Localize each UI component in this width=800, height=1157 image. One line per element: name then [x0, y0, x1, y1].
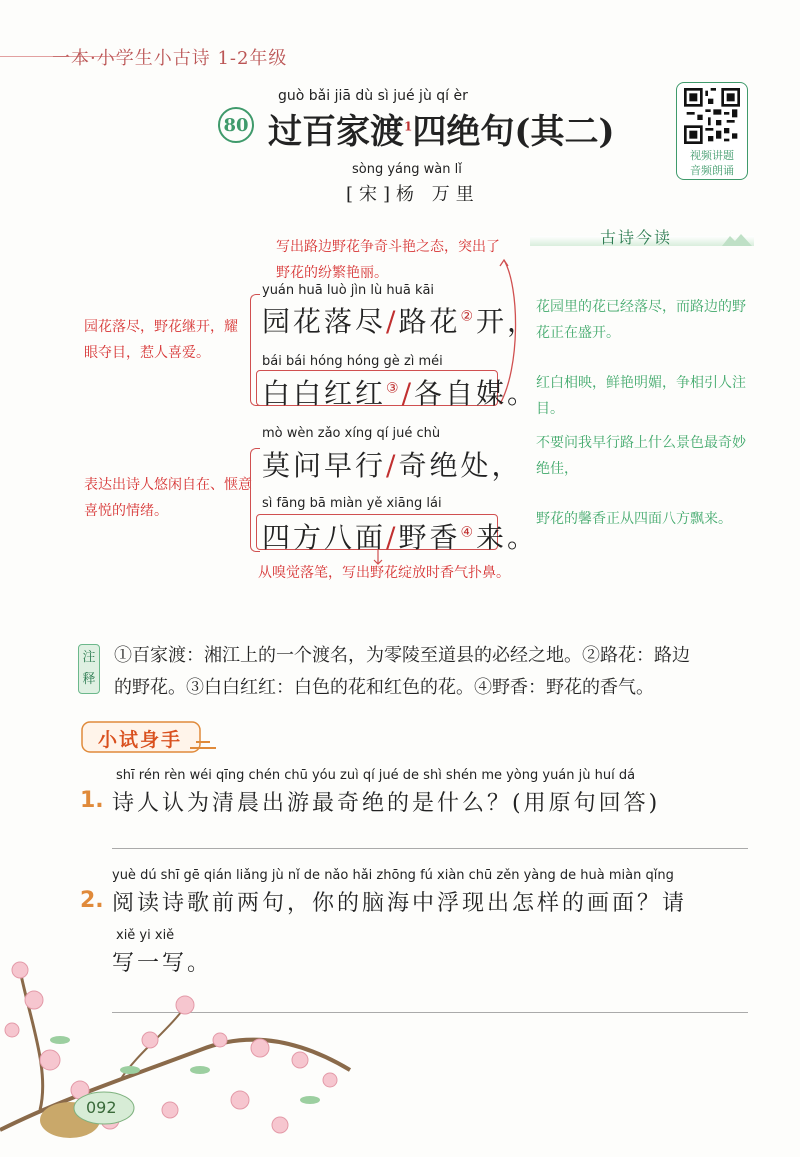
line3-pinyin: mò wèn zǎo xíng qí jué chù — [262, 426, 441, 441]
book-title: 一本·小学生小古诗 1-2年级 — [52, 48, 288, 69]
line1-part-c: 开， — [476, 305, 539, 338]
line3-part-c: ， — [491, 449, 523, 482]
note-mark-3: ③ — [386, 380, 402, 397]
note-mark-2: ② — [460, 308, 477, 325]
poem-title — [268, 104, 615, 153]
qr-label-audio: 音频朗诵 — [690, 164, 734, 177]
modern-reading-line-1: 花园里的花已经落尽，而路边的野花正在盛开。 — [536, 299, 746, 341]
poem-line-4 — [262, 516, 538, 556]
poem-line-2 — [262, 372, 538, 412]
poem-number-badge: 80 — [218, 107, 254, 143]
q2-text: 阅读诗歌前两句，你的脑海中浮现出怎样的画面？请 — [112, 891, 688, 916]
modern-reading-line-3: 不要问我早行路上什么景色最奇妙绝佳， — [536, 435, 746, 477]
notes-line-1: ①百家渡：湘江上的一个渡名，为零陵至道县的必经之地。②路花：路边 — [114, 645, 690, 666]
poem-line-1 — [262, 300, 538, 340]
q2-pinyin-2: xiě yi xiě — [116, 928, 175, 943]
q2-number: 2. — [80, 888, 104, 913]
qr-code-icon[interactable] — [684, 88, 740, 144]
notes-tag: 注释 — [78, 644, 100, 694]
line3-part-b: 奇绝处 — [398, 449, 492, 482]
line3-part-a: 莫问早行 — [262, 449, 387, 482]
author-pinyin: sòng yáng wàn lǐ — [352, 162, 462, 177]
q2-pinyin: yuè dú shī gē qián liǎng jù nǐ de nǎo hǎi zhōng fú xiàn chū zěn yàng de huà miàn qǐng — [112, 868, 674, 883]
line4-part-a: 四方八面 — [262, 521, 387, 554]
line2-part-c: 。 — [507, 377, 539, 410]
annotation-left-1: 园花落尽，野花继开，耀眼夺目，惹人喜爱。 — [84, 319, 238, 361]
modern-reading-line-4: 野花的馨香正从四面八方飘来。 — [536, 511, 732, 527]
annotation-top: 写出路边野花争奇斗艳之态，突出了野花的纷繁艳丽。 — [276, 239, 500, 281]
caesura-mark: / — [386, 521, 399, 554]
line1-pinyin: yuán huā luò jìn lù huā kāi — [262, 283, 435, 298]
line2-part-a: 白白红红 — [262, 377, 387, 410]
poem-author: [宋]杨 万里 — [346, 184, 480, 205]
notes-line-2: 的野花。③白白红红：白色的花和红色的花。④野香：野花的香气。 — [114, 677, 654, 698]
note-mark-4: ④ — [460, 524, 477, 541]
caesura-mark: / — [386, 449, 399, 482]
title-footnote-mark: 1 — [404, 119, 413, 134]
line4-pinyin: sì fāng bā miàn yě xiāng lái — [262, 496, 442, 511]
line4-part-b: 野香 — [398, 521, 461, 554]
q1-answer-line[interactable] — [112, 848, 748, 849]
modern-reading-line-2: 红白相映，鲜艳明媚，争相引人注目。 — [536, 375, 746, 417]
q2-text-2: 写一写。 — [112, 951, 213, 976]
practice-heading: 小试身手 — [98, 729, 183, 751]
title-part2: 四绝句(其二) — [412, 112, 615, 152]
line4-part-d: 。 — [507, 521, 539, 554]
caesura-mark: / — [401, 377, 415, 410]
caesura-mark: / — [386, 305, 399, 338]
line1-part-a: 园花落尽 — [262, 305, 387, 338]
line2-part-b: 各自媒 — [414, 377, 508, 410]
annotation-left-2: 表达出诗人悠闲自在、惬意喜悦的情绪。 — [84, 477, 252, 519]
q1-pinyin: shī rén rèn wéi qīng chén chū yóu zuì qí jué de shì shén me yòng yuán jù huí dá — [116, 768, 636, 783]
title-part1: 过百家渡 — [268, 112, 404, 152]
qr-label-video: 视频讲题 — [690, 149, 734, 162]
line4-part-c: 来 — [476, 521, 508, 554]
blossom-branch-illustration — [0, 930, 360, 1157]
q1-text: 诗人认为清晨出游最奇绝的是什么？(用原句回答) — [112, 791, 661, 816]
page-number: 092 — [86, 1098, 117, 1117]
annotation-bottom: 从嗅觉落笔，写出野花绽放时香气扑鼻。 — [258, 565, 510, 581]
qr-code-panel[interactable] — [676, 82, 748, 180]
modern-reading-heading: 古诗今读 — [600, 228, 673, 247]
poem-line-3 — [262, 444, 522, 484]
line2-pinyin: bái bái hóng hóng gè zì méi — [262, 354, 443, 369]
mountain-icon — [722, 232, 752, 246]
q1-number: 1. — [80, 788, 104, 813]
line1-part-b: 路花 — [398, 305, 461, 338]
title-pinyin: guò bǎi jiā dù sì jué jù qí èr — [278, 88, 468, 104]
